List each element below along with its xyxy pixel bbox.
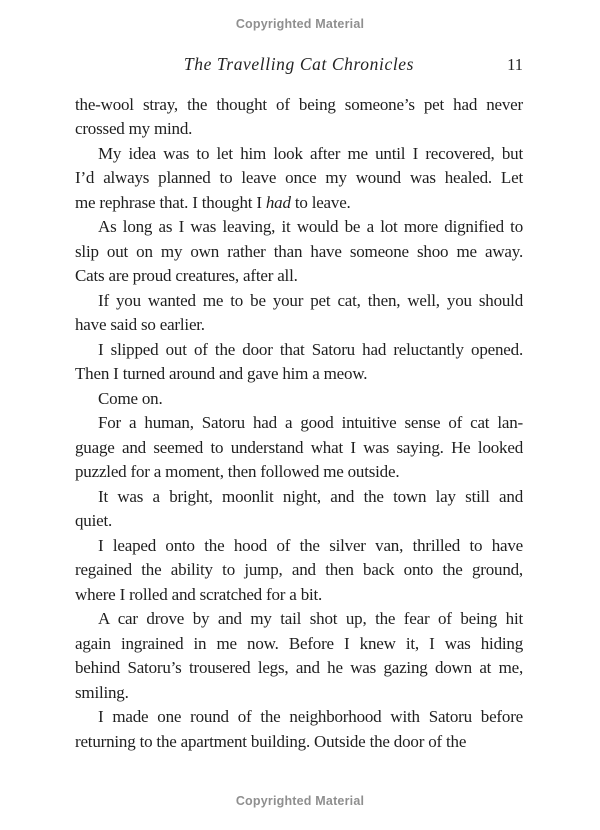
paragraph	[75, 142, 523, 216]
text-line: I slipped out of the door that Satoru had reluctantly opened.	[98, 339, 523, 359]
text-line: behind Satoru’s trousered legs, and he was gazing down at me,	[75, 658, 523, 677]
text-line: crossed my mind.	[75, 119, 193, 138]
text-line: Then I turned around and gave him a meow.	[75, 364, 368, 383]
copyright-notice-top: Copyrighted Material	[235, 17, 365, 31]
paragraph	[75, 215, 523, 289]
paragraph	[75, 387, 523, 412]
text-line: regained the ability to jump, and then back onto the ground,	[75, 560, 523, 579]
paragraph	[75, 485, 523, 534]
text-line: returning to the apartment building. Outside the door of the	[75, 731, 467, 751]
text-line: I leaped onto the hood of the silver van, thrilled to have	[98, 535, 523, 555]
paragraph	[75, 338, 523, 387]
text-line: slip out on my own rather than have someone shoo me away.	[75, 241, 523, 261]
text-line: quiet.	[75, 511, 113, 530]
text-line: have said so earlier.	[75, 315, 205, 334]
text-line: the-wool stray, the thought of being someone’s pet had never	[75, 94, 523, 114]
copyright-notice-bottom: Copyrighted Material	[235, 794, 365, 808]
text-line: smiling.	[75, 682, 129, 702]
text-line: Come on.	[98, 388, 163, 408]
text-line: guage and seemed to understand what I was saying. He looked	[75, 437, 523, 457]
text-line: I’d always planned to leave once my wound was healed. Let	[75, 168, 523, 187]
text-line: Cats are proud creatures, after all.	[75, 266, 298, 285]
text-line: For a human, Satoru had a good intuitive sense of cat lan-	[98, 413, 523, 432]
paragraph	[75, 289, 523, 338]
text-line: As long as I was leaving, it would be a lot more dignified to	[98, 217, 523, 236]
text-line: puzzled for a moment, then followed me outside.	[75, 462, 400, 481]
text-line: It was a bright, moonlit night, and the town lay still and	[98, 486, 523, 506]
paragraph	[75, 93, 523, 142]
body-text	[75, 93, 523, 755]
page-header	[75, 53, 523, 76]
paragraph	[75, 411, 523, 485]
running-head-title: The Travelling Cat Chronicles	[183, 54, 415, 74]
text-line: My idea was to let him look after me until I recovered, but	[98, 143, 523, 163]
text-line: A car drove by and my tail shot up, the fear of being hit	[98, 609, 523, 628]
paragraph	[75, 705, 523, 754]
text-line: I made one round of the neighborhood with Satoru before	[98, 707, 523, 726]
text-line: where I rolled and scratched for a bit.	[75, 584, 323, 604]
paragraph	[75, 607, 523, 705]
paragraph	[75, 534, 523, 608]
text-line: If you wanted me to be your pet cat, then, well, you should	[98, 290, 523, 310]
page-number: 11	[507, 55, 523, 74]
text-line: again ingrained in me now. Before I knew it, I was hiding	[75, 633, 523, 653]
text-line: me rephrase that. I thought I had to leave.	[75, 192, 351, 212]
